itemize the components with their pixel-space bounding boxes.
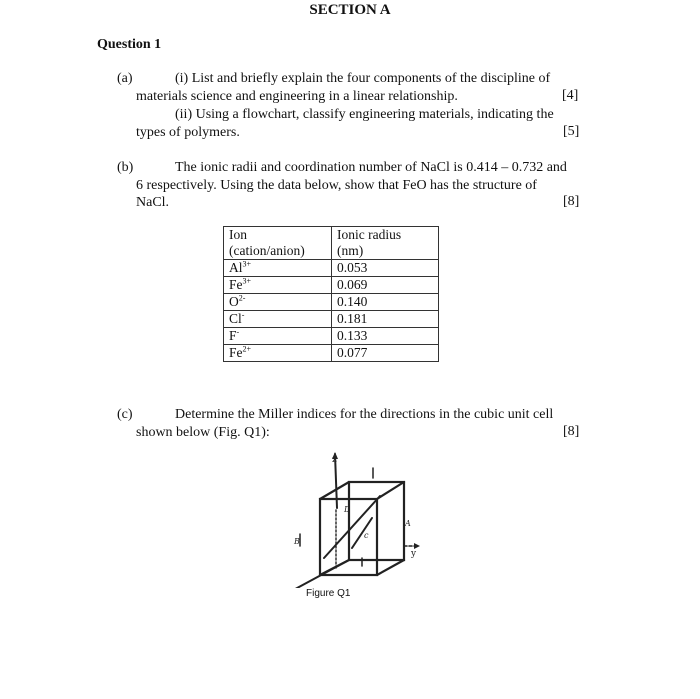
question-title: Question 1 [97,37,162,52]
part-b-line2: 6 respectively. Using the data below, show that FeO has the structure of [136,178,537,193]
ion-charge: 3+ [242,276,252,286]
radius-cell: 0.140 [332,294,439,311]
radius-cell: 0.069 [332,277,439,294]
header-radius-line1: Ionic radius [337,227,402,242]
ion-cell [224,328,332,345]
figure-caption: Figure Q1 [306,588,351,599]
part-c-line2: shown below (Fig. Q1): [136,425,270,440]
table-row [224,345,439,362]
cube-edge [377,482,404,499]
part-b-line1: The ionic radii and coordination number of NaCl is 0.414 – 0.732 and [175,160,567,175]
part-c-marks: [8] [563,424,580,439]
table-header-row [224,227,439,260]
table-row [224,311,439,328]
label-a: A [405,519,411,528]
radius-cell: 0.077 [332,345,439,362]
table-row [224,328,439,345]
ion-cell [224,260,332,277]
radius-cell: 0.133 [332,328,439,345]
ion-charge: 2- [238,293,246,303]
part-a-ii-marks: [5] [563,124,580,139]
ionic-radius-table [223,226,439,362]
ion-charge: 2+ [242,344,252,354]
part-b-marks: [8] [563,194,580,209]
ion-charge: 3+ [242,259,252,269]
part-c-label: (c) [117,407,133,422]
ion-charge: - [241,310,245,320]
header-radius-line2: (nm) [337,243,364,258]
ion-charge: - [236,327,240,337]
radius-cell: 0.053 [332,260,439,277]
label-y: y [411,549,417,559]
part-b-line3: NaCl. [136,195,170,210]
radius-cell: 0.181 [332,311,439,328]
header-ion-line1: Ion [229,227,247,242]
part-b-label: (b) [117,160,134,175]
label-z: z [332,455,337,465]
cube-edge [377,560,404,575]
ion-cell [224,345,332,362]
part-a-label: (a) [117,71,133,86]
ion-cell [224,311,332,328]
label-c: c [364,531,369,540]
ion-symbol: O [229,294,239,309]
header-ion-line2: (cation/anion) [229,243,305,258]
ion-symbol: F [229,328,237,343]
part-a-ii-line2: types of polymers. [136,125,240,140]
ion-symbol: Al [229,260,243,275]
ion-symbol: Fe [229,277,243,292]
part-a-i-line2: materials science and engineering in a linear relationship. [136,89,458,104]
table-row [224,260,439,277]
label-b: B [294,537,300,546]
label-d: D [344,505,351,514]
ion-cell [224,277,332,294]
table-row [224,294,439,311]
part-a-i-marks: [4] [562,88,579,103]
part-a-i-line1: (i) List and briefly explain the four components of the discipline of [175,71,551,86]
table-row [224,277,439,294]
header-ion [224,227,332,260]
ion-symbol: Fe [229,345,243,360]
header-radius [332,227,439,260]
cube-edge [320,482,349,499]
section-title: SECTION A [309,2,391,18]
ion-symbol: Cl [229,311,242,326]
ion-cell [224,294,332,311]
cube-unit-cell-figure [280,448,440,588]
part-a-ii-line1: (ii) Using a flowchart, classify engineering materials, indicating the [175,107,554,122]
part-c-line1: Determine the Miller indices for the directions in the cubic unit cell [175,407,554,422]
